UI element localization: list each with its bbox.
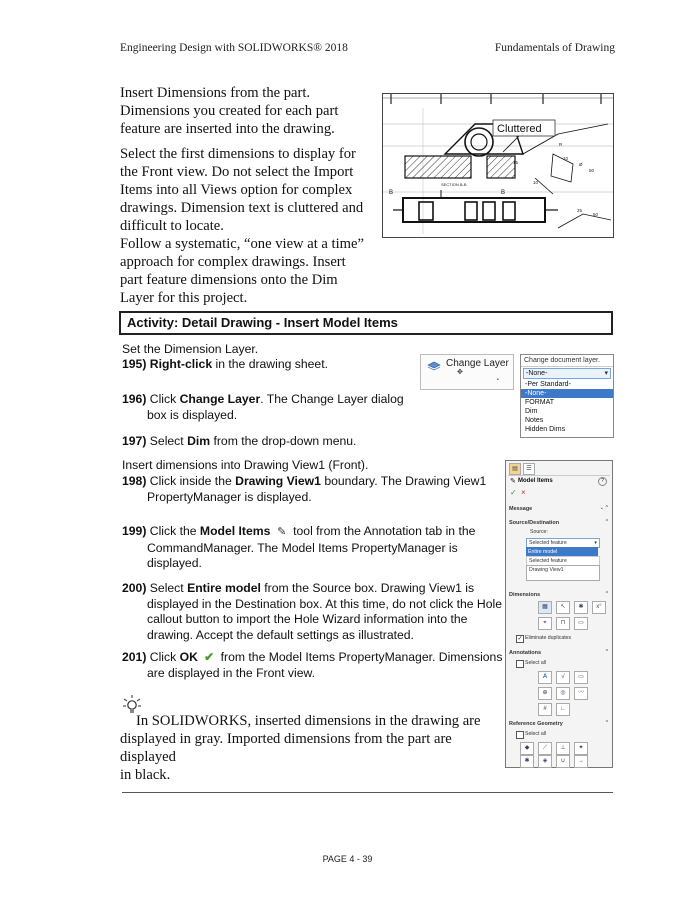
dim-text-15: 15 xyxy=(513,160,519,165)
plane-icon[interactable]: ◆ xyxy=(520,742,534,755)
change-layer-label: Change Layer xyxy=(446,358,509,369)
model-items-property-manager xyxy=(505,460,613,768)
coordinate-system-icon[interactable]: ✱ xyxy=(520,755,534,768)
message-section-header[interactable]: Message xyxy=(509,506,533,512)
dim-text-r: R xyxy=(559,142,563,147)
tip-text: In SOLIDWORKS, inserted dimensions in the drawing are displayed in gray. Imported dimensions from the part are displayed in black. xyxy=(120,713,481,783)
eliminate-duplicates-label: Eliminate duplicates xyxy=(525,635,572,641)
dimensions-section-header[interactable]: Dimensions xyxy=(509,592,541,598)
dim-annotation-icon[interactable]: ▭ xyxy=(574,617,588,630)
caterpillar-icon[interactable]: ∟ xyxy=(556,703,570,716)
change-layer-dropdown-panel xyxy=(520,354,614,438)
step-199: 199) Click the Model Items ✎ tool from the Annotation tab in the CommandManager. The Model Items PropertyManager is displayed. xyxy=(122,524,476,570)
pm-tab-strip xyxy=(508,463,610,476)
source-select-value: Selected feature xyxy=(529,540,567,546)
surface-finish-icon[interactable]: √ xyxy=(556,671,570,684)
reference-geometry-section-header[interactable]: Reference Geometry xyxy=(509,721,563,727)
point-icon[interactable]: ✦ xyxy=(574,742,588,755)
collapse-icon-source[interactable]: ^ xyxy=(605,519,608,525)
section-title-text: SECTION B-B xyxy=(441,182,467,187)
layer-option-none[interactable]: -None- xyxy=(521,389,613,398)
layer-option-dim[interactable]: Dim xyxy=(525,408,538,415)
tiny-indicator: • xyxy=(497,377,499,383)
marked-for-drawing-icon[interactable]: ▦ xyxy=(538,601,552,614)
step-196: 196) Click Change Layer. The Change Layer dialog box is displayed. xyxy=(122,392,404,422)
change-layer-icon xyxy=(427,358,441,368)
dim-text-dia: Ø xyxy=(579,162,583,167)
layer-option-per-standard[interactable]: -Per Standard- xyxy=(525,381,571,388)
cluttered-drawing-figure xyxy=(382,93,614,238)
collapse-icon-reference[interactable]: ^ xyxy=(605,720,608,726)
destination-list[interactable] xyxy=(526,565,600,581)
collapse-icon-dimensions[interactable]: ^ xyxy=(605,591,608,597)
reference-select-all-label: Select all xyxy=(525,731,547,737)
dim-text-25: 25 xyxy=(577,208,583,213)
step-200: 200) Select Entire model from the Source box. Drawing View1 is displayed in the Destination box. At this time, do not click the Hole callout button to import the Hole Wizard information into the drawing. Accept the default settings as illustrated. xyxy=(122,581,502,642)
source-label: Source: xyxy=(530,529,548,535)
source-option-selected-feature[interactable]: Selected feature xyxy=(526,556,600,566)
section-mark-right: B xyxy=(501,190,506,196)
surface-icon[interactable]: ◈ xyxy=(538,755,552,768)
step-197: 197) Select Dim from the drop-down menu. xyxy=(122,434,357,448)
help-icon[interactable]: ? xyxy=(598,477,607,486)
layer-option-format[interactable]: FORMAT xyxy=(525,399,555,406)
tolerance-icon[interactable]: x° xyxy=(592,601,606,614)
footer-divider xyxy=(122,792,613,793)
intro-paragraph-3: Follow a systematic, “one view at a time” approach for complex drawings. Insert part feature dimensions onto the Dim Layer for this project. xyxy=(120,236,364,306)
layer-select-value: -None- xyxy=(526,370,548,377)
annotations-select-all-checkbox[interactable] xyxy=(516,660,524,668)
annotations-section-header[interactable]: Annotations xyxy=(509,650,542,656)
step-201: 201) Click OK ✔ from the Model Items PropertyManager. Dimensions are displayed in the Front view. xyxy=(122,650,503,680)
collapse-icon-annotations[interactable]: ^ xyxy=(605,649,608,655)
layer-select[interactable] xyxy=(523,368,611,379)
activity-title: Activity: Detail Drawing - Insert Model Items xyxy=(127,315,398,330)
step-198: 198) Click inside the Drawing View1 boundary. The Drawing View1 PropertyManager is displayed. xyxy=(122,474,487,504)
step-195: 195) Right-click in the drawing sheet. xyxy=(122,357,328,371)
datum-target-icon[interactable]: ◎ xyxy=(556,687,570,700)
header-chapter-title: Fundamentals of Drawing xyxy=(494,42,615,54)
model-items-icon: ✎ xyxy=(277,526,287,538)
page-number: PAGE 4 - 39 xyxy=(322,854,373,864)
section-mark-left: B xyxy=(389,190,394,196)
reference-select-all-checkbox[interactable] xyxy=(516,731,524,739)
origin-icon[interactable]: ⊥ xyxy=(556,742,570,755)
pm-title: Model Items xyxy=(518,478,553,484)
hole-wizard-icon[interactable]: ⊓ xyxy=(556,617,570,630)
ok-button[interactable]: ✓ xyxy=(510,488,517,497)
intro-paragraph-1: Insert Dimensions from the part. Dimensions you created for each part feature are inserted into the drawing. xyxy=(120,85,339,137)
not-marked-icon[interactable]: ↖ xyxy=(556,601,570,614)
cluttered-label: Cluttered xyxy=(497,123,542,135)
header-book-title: Engineering Design with SOLIDWORKS® 2018 xyxy=(120,42,348,54)
intro-paragraph-2: Select the first dimensions to display for the Front view. Do not select the Import Items into all Views option for complex drawings. Dimension text is cluttered and difficult to locate. xyxy=(120,146,364,234)
cosmetic-thread-icon[interactable]: # xyxy=(538,703,552,716)
dim-text-10: 10 xyxy=(563,156,569,161)
cursor-icon: ✥ xyxy=(457,369,463,376)
layer-option-notes[interactable]: Notes xyxy=(525,417,544,424)
dim-text-50b: 50 xyxy=(593,212,599,217)
dim-text-10b: 10 xyxy=(533,180,539,185)
chevron-down-icon: ▾ xyxy=(594,540,597,546)
source-option-entire-model[interactable]: Entire model xyxy=(526,547,598,556)
route-point-icon[interactable]: → xyxy=(574,755,588,768)
annotations-select-all-label: Select all xyxy=(525,660,547,666)
chevron-down-icon: ▾ xyxy=(604,370,608,377)
insert-dims-text: Insert dimensions into Drawing View1 (Front). xyxy=(122,458,369,472)
collapse-icon-message[interactable]: ⌄ ^ xyxy=(599,505,608,511)
eliminate-duplicates-checkbox[interactable]: ✓ xyxy=(517,636,523,642)
activity-title-box xyxy=(119,311,613,335)
axis-icon[interactable]: ⟋ xyxy=(538,742,552,755)
source-destination-section-header[interactable]: Source/Destination xyxy=(509,520,560,526)
instance-count-icon[interactable]: ✱ xyxy=(574,601,588,614)
property-manager-tab-icon[interactable]: ▤ xyxy=(509,463,521,475)
model-items-title-icon: ✎ xyxy=(510,478,516,485)
change-document-layer-title: Change document layer. xyxy=(521,355,613,367)
cancel-button[interactable]: × xyxy=(521,488,526,497)
change-layer-menu-item[interactable] xyxy=(420,354,514,390)
note-icon[interactable]: A xyxy=(538,671,552,684)
weld-icon[interactable]: 〰 xyxy=(574,687,588,700)
ok-checkmark-icon: ✔ xyxy=(204,650,215,664)
geometric-tolerance-icon[interactable]: ▭ xyxy=(574,671,588,684)
datum-icon[interactable]: ⊕ xyxy=(538,687,552,700)
destination-value: Drawing View1 xyxy=(529,567,564,573)
layer-option-hidden-dims[interactable]: Hidden Dims xyxy=(525,426,566,433)
hole-callout-icon[interactable]: ⌖ xyxy=(538,617,552,630)
dim-text-50a: 50 xyxy=(589,168,595,173)
cad-drawing-svg xyxy=(383,94,613,237)
set-layer-text: Set the Dimension Layer. xyxy=(122,342,259,356)
feature-tree-tab-icon[interactable]: ☰ xyxy=(523,463,535,475)
curve-icon[interactable]: ∪ xyxy=(556,755,570,768)
